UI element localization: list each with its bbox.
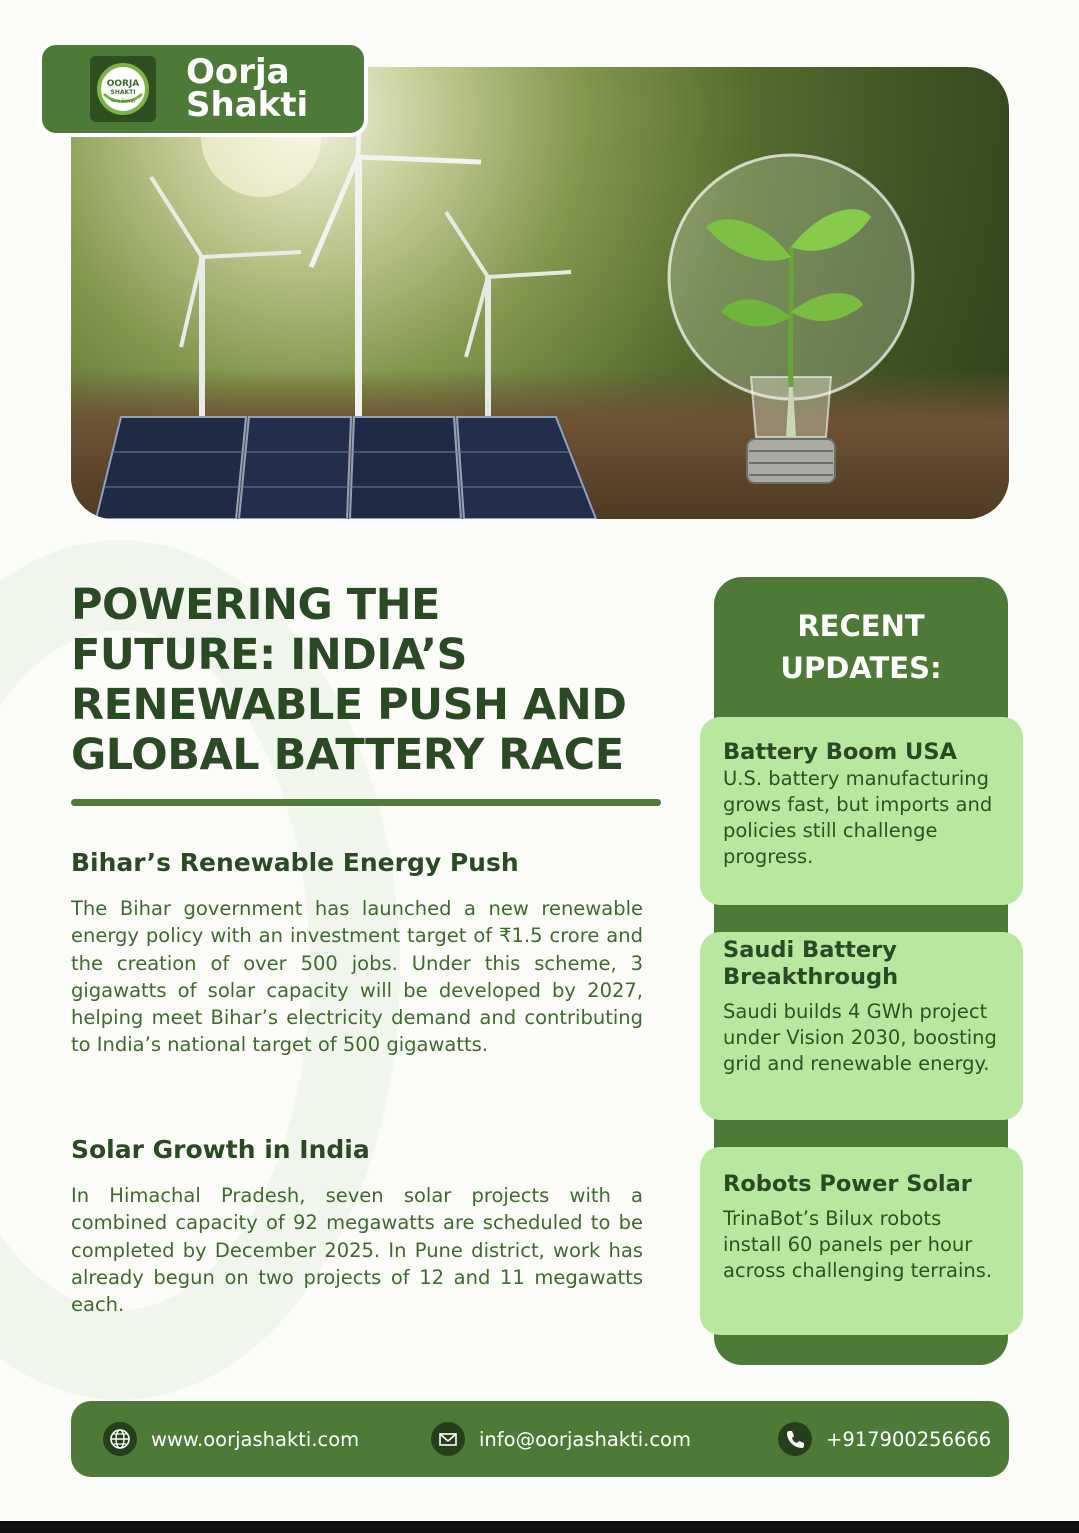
update-card-saudi-battery[interactable] (700, 932, 1023, 1120)
title-divider (71, 799, 661, 806)
footer-phone[interactable] (778, 1401, 991, 1477)
footer-email[interactable] (431, 1401, 691, 1477)
section-body-solar: In Himachal Pradesh, seven solar projects with a combined capacity of 92 megawatts are scheduled to be completed by December 2025. In Pune district, work has already begun on two projects of 12 and 11 megawatts each. (71, 1184, 643, 1317)
recent-updates-heading (714, 605, 1008, 689)
title-line: RENEWABLE PUSH AND (71, 680, 627, 730)
bottom-edge (0, 1521, 1079, 1533)
update-card-body: U.S. battery manufacturing grows fast, but imports and policies still challenge progress. (723, 767, 993, 868)
update-card-title: Saudi Battery Breakthrough (723, 937, 899, 990)
globe-icon (103, 1422, 137, 1456)
brand-name (186, 52, 309, 125)
title-line: POWERING THE (71, 580, 440, 630)
update-card-body: Saudi builds 4 GWh project under Vision 2030, boosting grid and renewable energy. (723, 1000, 997, 1075)
update-card-robots-solar[interactable] (700, 1147, 1023, 1335)
update-card-body: TrinaBot’s Bilux robots install 60 panels per hour across challenging terrains. (723, 1207, 993, 1282)
update-card-title: Robots Power Solar (723, 1171, 972, 1197)
section-title-solar: Solar Growth in India (71, 1135, 370, 1164)
heading-line: UPDATES: (780, 651, 942, 685)
email-link[interactable]: info@oorjashakti.com (479, 1427, 691, 1451)
footer-website[interactable] (103, 1401, 359, 1477)
brand-name-line1: Oorja (186, 52, 290, 92)
wind-turbine-icon (151, 177, 301, 417)
phone-link[interactable]: +917900256666 (826, 1427, 992, 1451)
contact-footer (71, 1401, 1009, 1477)
solar-panel-icon (96, 417, 596, 519)
update-card-title: Battery Boom USA (723, 739, 957, 765)
mail-icon (431, 1422, 465, 1456)
title-line: FUTURE: INDIA’S (71, 630, 468, 680)
emblem-text-1: OORJA (106, 79, 140, 89)
website-link[interactable]: www.oorjashakti.com (151, 1427, 360, 1451)
title-line: GLOBAL BATTERY RACE (71, 730, 624, 780)
brand-name-line2: Shakti (186, 85, 309, 125)
page-title (71, 580, 691, 780)
heading-line: RECENT (797, 609, 925, 643)
emblem-tagline: Save Energy (110, 98, 136, 103)
brand-emblem-icon (90, 56, 156, 122)
phone-icon (778, 1422, 812, 1456)
brand-logo[interactable] (38, 41, 368, 137)
section-title-bihar: Bihar’s Renewable Energy Push (71, 848, 519, 877)
update-card-battery-boom[interactable] (700, 717, 1023, 905)
section-body-bihar: The Bihar government has launched a new renewable energy policy with an investment target of ₹1.5 crore and the creation of over 500 jobs. Under this scheme, 3 gigawatts of solar capacity will be developed by 2027, helping meet Bihar’s electricity demand and contributing to India’s national target of 500 gigawatts. (71, 897, 643, 1057)
emblem-text-2: SHAKTI (110, 89, 136, 96)
wind-turbine-icon (446, 212, 571, 427)
